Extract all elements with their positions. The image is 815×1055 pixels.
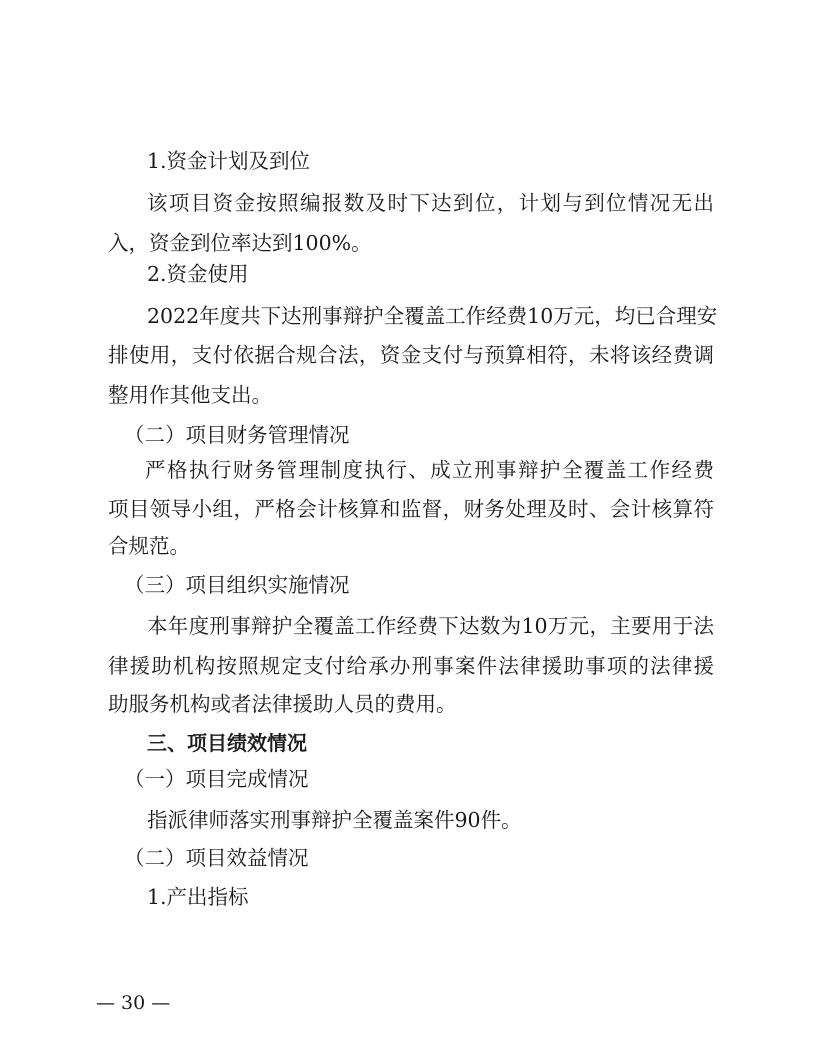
paragraph-line: 本年度刑事辩护全覆盖工作经费下达数为10万元，主要用于法 [147, 614, 714, 638]
paragraph-line: 指派律师落实刑事辩护全覆盖案件90件。 [147, 808, 522, 832]
subheading-output-indicators: 1.产出指标 [147, 885, 249, 909]
paragraph-line: 助服务机构或者法律援助人员的费用。 [108, 692, 457, 716]
paragraph-line: 该项目资金按照编报数及时下达到位，计划与到位情况无出 [147, 191, 714, 215]
paragraph-line: 严格执行财务管理制度执行、成立刑事辩护全覆盖工作经费 [145, 458, 714, 482]
chapter-heading-performance: 三、项目绩效情况 [147, 731, 307, 755]
section-heading-financial-management: （二）项目财务管理情况 [124, 423, 350, 447]
paragraph-line: 排使用，支付依据合规合法，资金支付与预算相符，未将该经费调 [108, 343, 714, 367]
paragraph-line: 律援助机构按照规定支付给承办刑事案件法律援助事项的法律援 [108, 654, 714, 678]
subheading-funding-plan: 1.资金计划及到位 [147, 149, 311, 173]
paragraph-line: 入，资金到位率达到100%。 [108, 231, 372, 255]
paragraph-line: 合规范。 [108, 534, 190, 558]
subheading-funding-use: 2.资金使用 [147, 262, 249, 286]
page-number: — 30 — [96, 992, 171, 1014]
section-heading-implementation: （三）项目组织实施情况 [124, 573, 350, 597]
paragraph-line: 项目领导小组，严格会计核算和监督，财务处理及时、会计核算符 [108, 497, 714, 521]
section-heading-completion: （一）项目完成情况 [124, 767, 309, 791]
paragraph-line: 2022年度共下达刑事辩护全覆盖工作经费10万元，均已合理安 [147, 304, 718, 328]
paragraph-line: 整用作其他支出。 [108, 383, 272, 407]
section-heading-benefits: （二）项目效益情况 [124, 846, 309, 870]
